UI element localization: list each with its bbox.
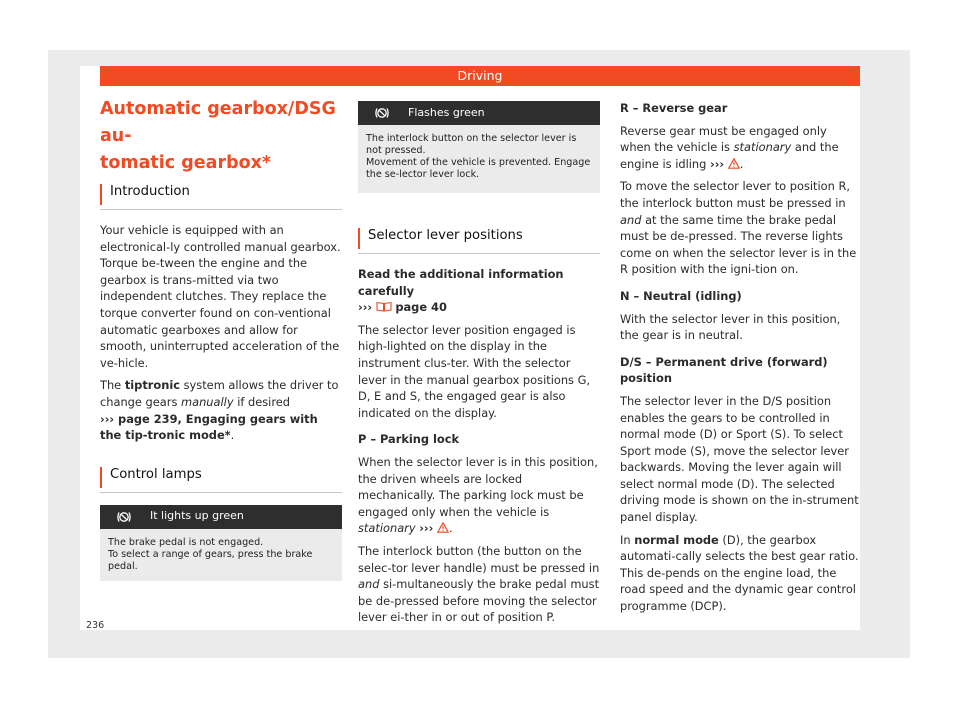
brake-pedal-lamp-icon xyxy=(374,107,390,119)
drive-paragraph-2: In normal mode (D), the gearbox automati-cally selects the best gear ratio. This de-pends on the engine load, the road speed and the dynamic gear control programme (DCP). xyxy=(620,532,859,614)
column-middle xyxy=(358,101,600,626)
brake-pedal-lamp-icon xyxy=(116,511,132,523)
lamp-box-header xyxy=(358,101,600,125)
lamp-info-box-green xyxy=(100,505,342,581)
warning-triangle-icon xyxy=(437,522,449,533)
lamp-box-text: The brake pedal is not engaged. To select a range of gears, press the brake pedal. xyxy=(108,536,313,572)
parking-paragraph: When the selector lever is in this position, the driven wheels are locked mechanically. The parking lock must be engaged only when the vehicle is stationary ››› . xyxy=(358,454,598,536)
lamp-box-title: Flashes green xyxy=(408,105,485,119)
page-title: Automatic gearbox/DSG au- tomatic gearbox* xyxy=(100,99,336,173)
lamp-box-header xyxy=(100,505,342,529)
reverse-gear-heading: R – Reverse gear xyxy=(620,101,728,115)
interlock-paragraph: The interlock button (the button on the selec-tor lever handle) must be pressed in and si-multaneously the brake pedal must be de-pressed before moving the selector lever ei-ther in or out of position P. xyxy=(358,543,600,625)
manual-book-icon xyxy=(376,301,392,312)
lamp-info-box-flashing xyxy=(358,101,600,193)
tiptronic-link[interactable]: ››› page 239, Engaging gears with the tip-tronic mode* xyxy=(100,411,318,443)
neutral-paragraph: With the selector lever in this position, the gear is in neutral. xyxy=(620,311,841,343)
lamp-box-text: The interlock button on the selector lever is not pressed. Movement of the vehicle is prevented. Engage the se-lector lever lock. xyxy=(366,133,591,180)
reverse-paragraph-2: To move the selector lever to position R, the interlock button must be pressed in and at the same time the brake pedal must be de-pressed. The reverse lights come on when the selector lever is in the R position with the igni-tion on. xyxy=(620,179,857,277)
page-40-link[interactable]: page 40 xyxy=(395,300,447,315)
display-paragraph: The selector lever position engaged is high-lighted on the display in the instrument clus-ter. With the selector lever in the manual gearbox positions G, D, E and S, the engaged gear is also indicated on the display. xyxy=(358,322,591,420)
warning-triangle-icon xyxy=(728,158,740,169)
neutral-heading: N – Neutral (idling) xyxy=(620,288,742,303)
drive-position-heading: D/S – Permanent drive (forward) position xyxy=(620,354,828,386)
drive-paragraph-1: The selector lever in the D/S position enables the gears to be controlled in normal mode (D) or Sport (S). To select Sport mode (S), move the selector lever backwards. Moving the lever again will select normal mode (D). The selected driving mode is shown on the in-strument panel display. xyxy=(620,393,859,525)
column-left xyxy=(100,94,342,581)
column-right xyxy=(620,100,860,615)
selector-lever-heading: Selector lever positions xyxy=(358,227,600,254)
page-number: 236 xyxy=(86,620,105,631)
read-info-line: Read the additional information carefully ››› page 40 xyxy=(358,267,564,315)
reverse-paragraph-1: Reverse gear must be engaged only when the vehicle is stationary and the engine is idling ››› . xyxy=(620,123,839,171)
control-lamps-heading: Control lamps xyxy=(100,466,342,493)
introduction-heading: Introduction xyxy=(100,183,342,210)
lamp-box-title: It lights up green xyxy=(150,509,244,523)
section-header: Driving xyxy=(100,66,860,86)
intro-paragraph: Your vehicle is equipped with an electronical-ly controlled manual gearbox. Torque be-tween the engine and the gearbox is trans-mitted via two independent clutches. They replace the torque converter found on con-ventional automatic gearboxes and allow for smooth, uninterrupted acceleration of the ve-hicle. xyxy=(100,223,341,370)
tiptronic-paragraph: The tiptronic system allows the driver to change gears manually if desired ››› page 239, Engaging gears with the tip-tronic mode*. xyxy=(100,378,339,443)
parking-lock-heading: P – Parking lock xyxy=(358,432,460,447)
